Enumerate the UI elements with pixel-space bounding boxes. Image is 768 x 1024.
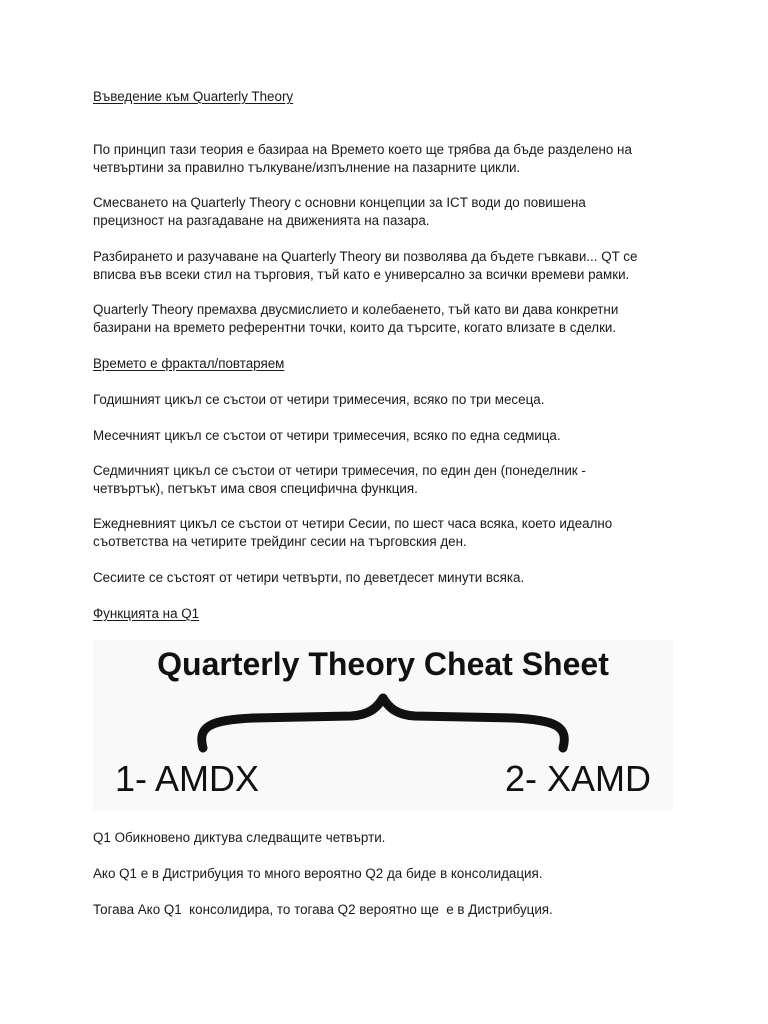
paragraph-2-line-2: прецизност на разгадаване на движенията на пазара. [93, 213, 430, 228]
paragraph-3-line-2: вписва във всеки стил на търговия, тъй като е универсално за всички времеви рамки. [93, 267, 630, 282]
paragraph-weekly-cycle-line-2: четвъртък), петъкът има своя специфична функция. [93, 481, 418, 496]
cheat-sheet-right-label: 2- XAMD [504, 758, 651, 799]
heading-intro: Въведение към Quarterly Theory [93, 89, 294, 104]
paragraph-4-line-2: базирани на времето референтни точки, които да търсите, когато влизате в сделки. [93, 320, 617, 335]
cheat-sheet-left-label: 1- AMDX [115, 758, 260, 799]
paragraph-daily-cycle-line-2: съответства на четирите трейдинг сесии на търговския ден. [93, 534, 467, 549]
paragraph-1-line-1: По принцип тази теория е базираа на Времето което ще трябва да бъде разделено на [93, 142, 632, 157]
paragraph-yearly-cycle: Годишният цикъл се състои от четири тримесечия, всяко по три месеца. [93, 392, 545, 407]
paragraph-2-line-1: Смесването на Quarterly Theory с основни концепции за ICT води до повишена [93, 195, 586, 210]
paragraph-weekly-cycle-line-1: Седмичният цикъл се състои от четири тримесечия, по един ден (понеделник - [93, 463, 586, 478]
curly-brace-icon [93, 690, 673, 760]
heading-q1-function: Функцията на Q1 [93, 606, 200, 621]
paragraph-sessions: Сесиите се състоят от четири четвърти, по деветдесет минути всяка. [93, 570, 525, 585]
paragraph-q1-distribution: Ако Q1 е в Дистрибуция то много вероятно Q2 да биде в консолидация. [93, 866, 543, 881]
paragraph-daily-cycle-line-1: Ежедневният цикъл се състои от четири Сесии, по шест часа всяка, което идеално [93, 516, 613, 531]
paragraph-4-line-1: Quarterly Theory премахва двусмислието и колебаенето, тъй като ви дава конкретни [93, 302, 619, 317]
paragraph-q1-dictates: Q1 Обикновено диктува следващите четвърти. [93, 830, 386, 845]
paragraph-q1-consolidation: Тогава Ако Q1 консолидира, то тогава Q2 вероятно ще е в Дистрибуция. [93, 902, 553, 917]
cheat-sheet-image [93, 640, 673, 810]
paragraph-1-line-2: четвъртини за правилно тълкуване/изпълнение на пазарните цикли. [93, 160, 521, 175]
paragraph-monthly-cycle: Месечният цикъл се състои от четири тримесечия, всяко по една седмица. [93, 428, 561, 443]
heading-fractal: Времето е фрактал/повтаряем [93, 356, 285, 371]
paragraph-3-line-1: Разбирането и разучаване на Quarterly Theory ви позволява да бъдете гъвкави... QT се [93, 249, 638, 264]
cheat-sheet-title: Quarterly Theory Cheat Sheet [157, 646, 609, 682]
